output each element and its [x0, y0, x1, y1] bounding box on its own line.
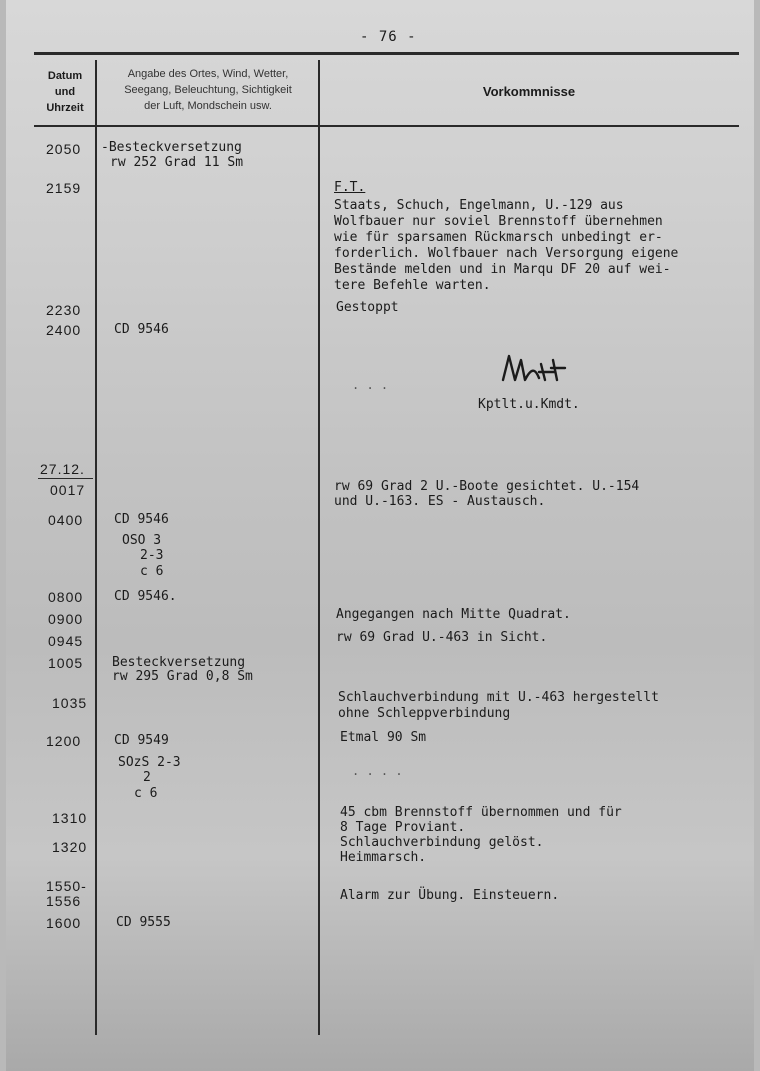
weather-entry: 2-3	[140, 548, 164, 563]
event-line: Wolfbauer nur soviel Brennstoff übernehmen	[334, 214, 663, 229]
place-entry: Besteckversetzung	[112, 655, 246, 670]
ft-heading: F.T.	[334, 180, 366, 195]
event-line: tere Befehle warten.	[334, 278, 491, 293]
time-entry: 0900	[48, 611, 84, 627]
event-line: Bestände melden und in Marqu DF 20 auf wei-	[334, 262, 671, 277]
time-entry: 0400	[48, 512, 84, 528]
time-entry: 1005	[48, 655, 84, 671]
event-line: 45 cbm Brennstoff übernommen und für	[340, 805, 622, 820]
place-entry: CD 9546	[114, 322, 169, 337]
event-line: forderlich. Wolfbauer nach Versorgung eigene	[334, 246, 679, 261]
time-entry: 0017	[50, 482, 86, 498]
event-line: ohne Schleppverbindung	[338, 706, 511, 721]
time-entry: 1310	[52, 810, 88, 826]
date-entry: 27.12.	[40, 461, 85, 477]
time-entry: 0945	[48, 633, 84, 649]
event-line: Etmal 90 Sm	[340, 730, 427, 745]
header-date-line: Datum	[47, 70, 83, 82]
weather-entry: OSO 3	[122, 533, 162, 548]
event-line: Heimmarsch.	[340, 850, 427, 865]
weather-entry: c 6	[140, 564, 164, 579]
top-rule	[34, 52, 739, 55]
header-date-line: und	[54, 86, 76, 98]
time-entry: 0800	[48, 589, 84, 605]
place-entry: rw 295 Grad 0,8 Sm	[112, 669, 253, 684]
header-place-line: Angabe des Ortes, Wind, Wetter,	[127, 68, 289, 80]
time-entry: 2159	[46, 180, 82, 196]
header-place-column	[98, 66, 318, 114]
time-entry: 1200	[46, 733, 82, 749]
time-entry: 2230	[46, 302, 82, 318]
time-entry: 1600	[46, 915, 82, 931]
place-entry: CD 9546.	[114, 589, 177, 604]
header-rule	[34, 125, 739, 127]
event-line: wie für sparsamen Rückmarsch unbedingt er-	[334, 230, 663, 245]
page-number: - 76 -	[360, 29, 417, 45]
column-divider-place	[318, 60, 320, 1035]
header-events-column: Vorkommnisse	[482, 84, 576, 99]
weather-entry: 2	[143, 770, 151, 785]
place-entry: CD 9555	[116, 915, 171, 930]
place-entry: -Besteckversetzung	[101, 140, 242, 155]
ellipsis-mark: . . .	[352, 378, 389, 392]
time-entry: 2400	[46, 322, 82, 338]
weather-entry: SOzS 2-3	[118, 755, 181, 770]
event-line: Staats, Schuch, Engelmann, U.-129 aus	[334, 198, 624, 213]
header-date-column	[36, 68, 94, 116]
event-line: Schlauchverbindung gelöst.	[340, 835, 544, 850]
event-line: Angegangen nach Mitte Quadrat.	[336, 607, 571, 622]
header-place-line: der Luft, Mondschein usw.	[144, 100, 272, 112]
time-entry: 1035	[52, 695, 88, 711]
event-line: und U.-163. ES - Austausch.	[334, 494, 546, 509]
event-line: Alarm zur Übung. Einsteuern.	[340, 888, 560, 903]
ellipsis-mark: . . . .	[352, 764, 403, 778]
time-entry: 2050	[46, 141, 82, 157]
place-entry: rw 252 Grad 11 Sm	[110, 155, 244, 170]
event-line: 8 Tage Proviant.	[340, 820, 466, 835]
time-entry: 1550-	[46, 878, 87, 894]
column-divider-date	[95, 60, 97, 1035]
place-entry: CD 9546	[114, 512, 169, 527]
place-entry: CD 9549	[114, 733, 169, 748]
time-entry: 1556	[46, 893, 82, 909]
weather-entry: c 6	[134, 786, 158, 801]
event-line: rw 69 Grad U.-463 in Sicht.	[336, 630, 548, 645]
date-underline	[38, 478, 93, 479]
signature-rank: Kptlt.u.Kmdt.	[478, 397, 580, 412]
event-line: Schlauchverbindung mit U.-463 hergestellt	[338, 690, 659, 705]
time-entry: 1320	[52, 839, 88, 855]
event-line: rw 69 Grad 2 U.-Boote gesichtet. U.-154	[334, 479, 640, 494]
commander-signature	[495, 350, 575, 394]
header-place-line: Seegang, Beleuchtung, Sichtigkeit	[124, 84, 292, 96]
event-line: Gestoppt	[336, 300, 399, 315]
header-date-line: Uhrzeit	[46, 102, 84, 114]
